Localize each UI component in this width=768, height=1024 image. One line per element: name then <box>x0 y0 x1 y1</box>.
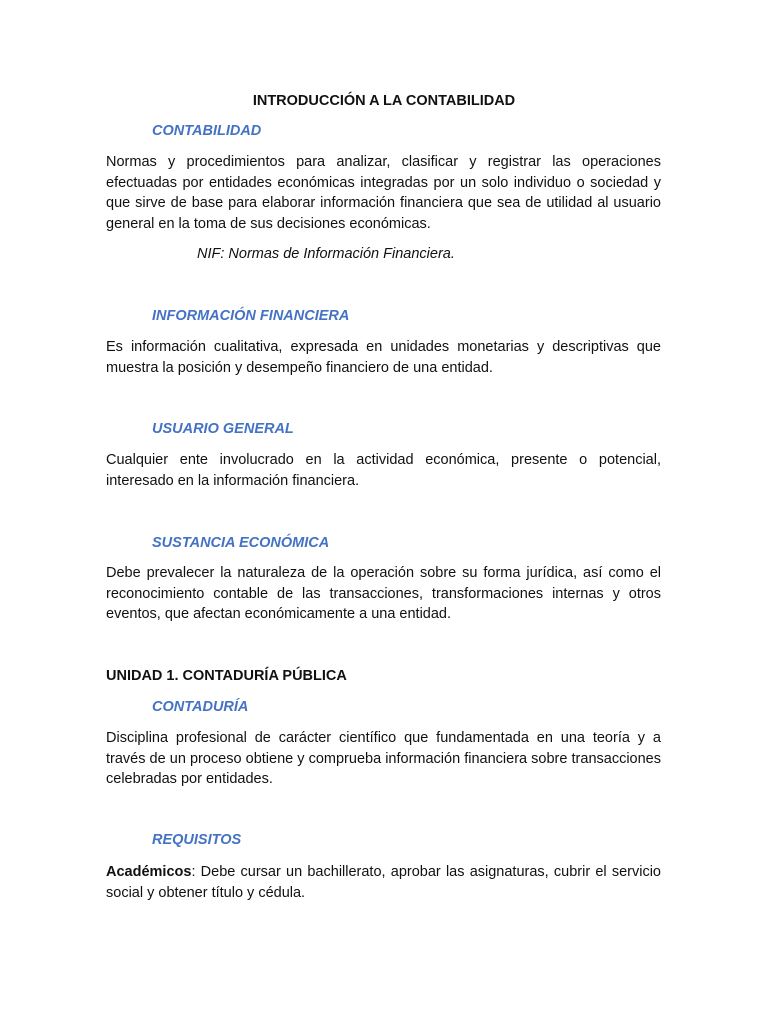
academicos-text: : Debe cursar un bachillerato, aprobar las asignaturas, cubrir el servicio social y obtener título y cédula. <box>106 864 661 901</box>
document-title: INTRODUCCIÓN A LA CONTABILIDAD <box>252 93 516 109</box>
heading-informacion-financiera: INFORMACIÓN FINANCIERA <box>152 308 350 324</box>
paragraph-sustancia-economica: Debe prevalecer la naturaleza de la operación sobre su forma jurídica, así como el reconocimiento contable de las transacciones, transformaciones internas y otros eventos, que afectan económicamente a una entidad. <box>106 565 661 622</box>
note-nif: NIF: Normas de Información Financiera. <box>197 246 455 262</box>
heading-contaduria: CONTADURÍA <box>152 699 249 715</box>
heading-usuario-general: USUARIO GENERAL <box>152 421 294 437</box>
paragraph-usuario-general: Cualquier ente involucrado en la actividad económica, presente o potencial, interesado en la información financiera. <box>106 452 661 489</box>
paragraph-contaduria: Disciplina profesional de carácter científico que fundamentada en una teoría y a través de un proceso obtiene y comprueba información financiera sobre transacciones celebradas por entidades. <box>106 730 661 787</box>
unit-1-title: UNIDAD 1. CONTADURÍA PÚBLICA <box>106 668 347 684</box>
academicos-label: Académicos <box>106 864 192 880</box>
paragraph-informacion-financiera: Es información cualitativa, expresada en unidades monetarias y descriptivas que muestra la posición y desempeño financiero de una entidad. <box>106 339 661 376</box>
heading-requisitos: REQUISITOS <box>152 832 242 848</box>
paragraph-contabilidad: Normas y procedimientos para analizar, clasificar y registrar las operaciones efectuadas por entidades económicas integradas por un solo individuo o sociedad y que sirve de base para elaborar información financiera que sea de utilidad al usuario general en la toma de sus decisiones económicas. <box>106 154 661 232</box>
heading-contabilidad: CONTABILIDAD <box>152 123 262 139</box>
paragraph-requisitos <box>106 862 661 903</box>
heading-sustancia-economica: SUSTANCIA ECONÓMICA <box>152 535 330 551</box>
